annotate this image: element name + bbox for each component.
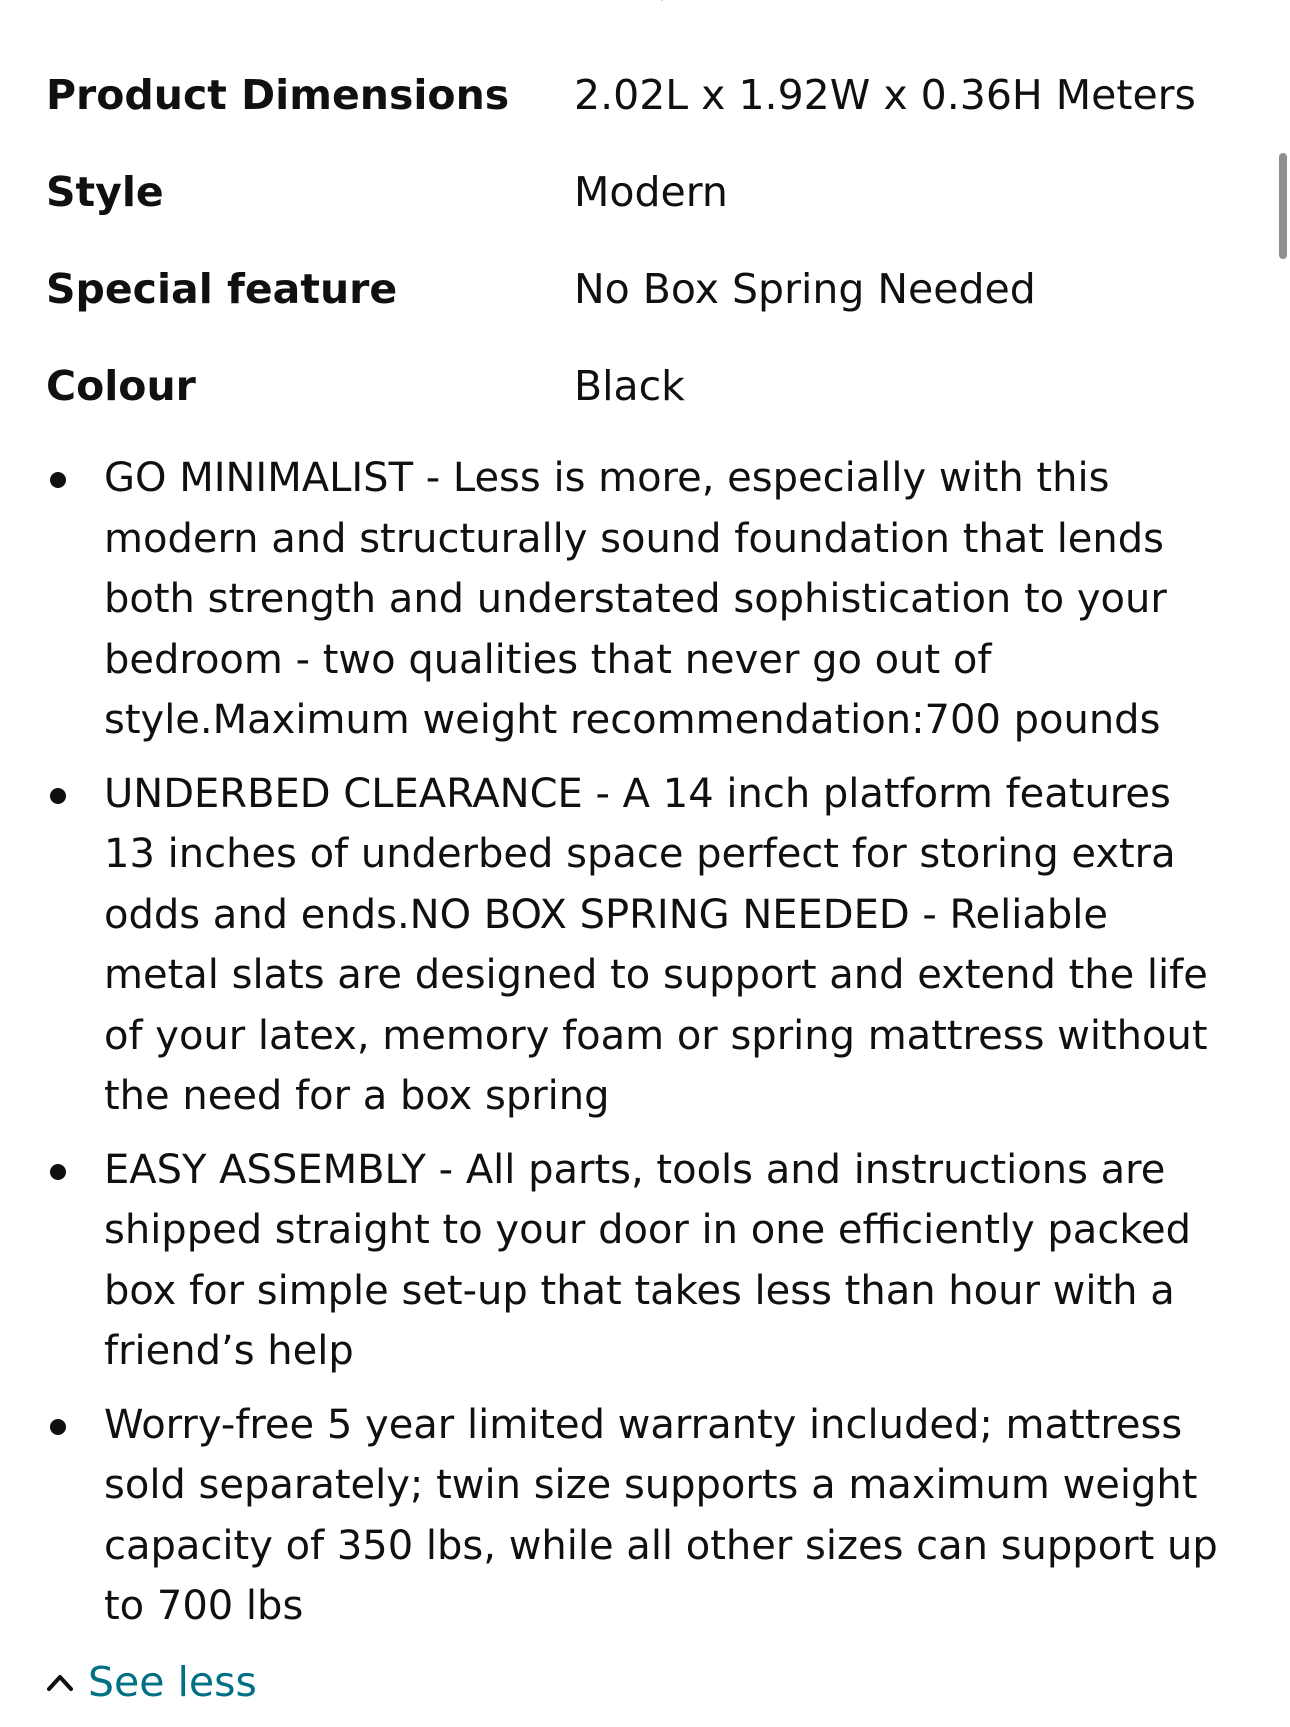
spec-value: Modern [574, 167, 728, 216]
truncated-text-fragment [650, 0, 674, 10]
see-less-label[interactable]: See less [88, 1658, 257, 1706]
feature-bullet-go-minimalist [46, 448, 1236, 751]
bullet-dot-icon [50, 1164, 66, 1180]
spec-row-style [46, 143, 1246, 240]
spec-value: 2.02L x 1.92W x 0.36H Meters [574, 70, 1196, 119]
spec-label: Product Dimensions [46, 70, 510, 119]
spec-label: Colour [46, 361, 196, 410]
bullet-text: GO MINIMALIST - Less is more, especially with this modern and structurally sound foundation that lends both strength and understated sophistication to your bedroom - two qualities that never go out of style.Maximum weight recommendation:700 pounds [104, 455, 1167, 743]
feature-bullet-underbed-clearance [46, 764, 1236, 1127]
bullet-dot-icon [50, 1419, 66, 1435]
bullet-text: Worry-free 5 year limited warranty included; mattress sold separately; twin size supports a maximum weight capacity of 350 lbs, while all other sizes can support up to 700 lbs [104, 1401, 1218, 1629]
spec-label: Special feature [46, 264, 398, 313]
see-less-link[interactable] [46, 1658, 257, 1706]
scrollbar-thumb[interactable] [1279, 153, 1287, 259]
product-specs-table [46, 46, 1246, 434]
spec-value: No Box Spring Needed [574, 264, 1036, 313]
spec-label: Style [46, 167, 164, 216]
bullet-text: UNDERBED CLEARANCE - A 14 inch platform features 13 inches of underbed space perfect for storing extra odds and ends.NO BOX SPRING NEEDED - Reliable metal slats are designed to support and extend the life of your latex, memory foam or spring mattress without the need for a box spring [104, 770, 1208, 1119]
spec-row-dimensions [46, 46, 1246, 143]
feature-bullet-warranty [46, 1395, 1236, 1637]
feature-bullet-list [46, 448, 1236, 1650]
chevron-up-icon [46, 1670, 74, 1694]
spec-row-colour [46, 337, 1246, 434]
bullet-text: EASY ASSEMBLY - All parts, tools and instructions are shipped straight to your door in one efficiently packed box for simple set-up that takes less than hour with a friend’s help [104, 1146, 1192, 1374]
bullet-dot-icon [50, 472, 66, 488]
spec-row-special-feature [46, 240, 1246, 337]
bullet-dot-icon [50, 788, 66, 804]
feature-bullet-easy-assembly [46, 1140, 1236, 1382]
spec-value: Black [574, 361, 685, 410]
